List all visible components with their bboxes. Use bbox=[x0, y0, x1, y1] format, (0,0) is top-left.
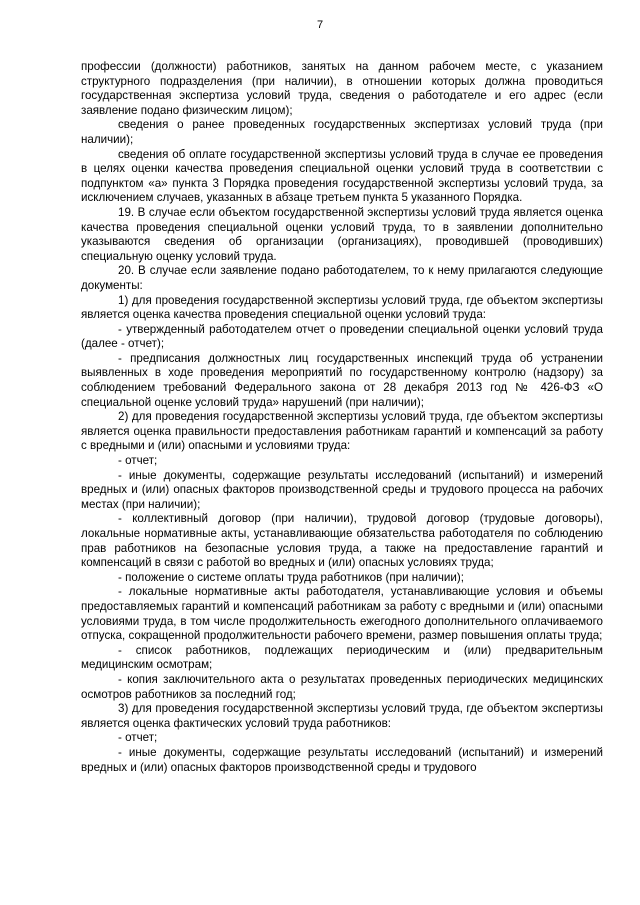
paragraph: 19. В случае если объектом государственной экспертизы условий труда является оценка качества проведения специальной оценки условий труда, то в заявлении дополнительно указываются сведения об организации (организациях), проводившей (проводивших) специальную оценку условий труда. bbox=[81, 205, 603, 263]
paragraph: 1) для проведения государственной экспертизы условий труда, где объектом экспертизы является оценка качества проведения специальной оценки условий труда: bbox=[81, 293, 603, 322]
list-item: - коллективный договор (при наличии), трудовой договор (трудовые договоры), локальные нормативные акты, устанавливающие обязательства работодателя по соблюдению прав работников на безопасные условия труда, а также на предоставление гарантий и компенсаций в связи с работой во вредных и (или) опасных условиях труда; bbox=[81, 512, 603, 570]
list-item: - отчет; bbox=[118, 454, 158, 468]
document-body bbox=[81, 60, 603, 775]
list-item: - положение о системе оплаты труда работников (при наличии); bbox=[118, 570, 464, 584]
list-item: - иные документы, содержащие результаты исследований (испытаний) и измерений вредных и (или) опасных факторов производственной среды и трудового процесса на рабочих местах (при наличии); bbox=[81, 468, 603, 511]
paragraph: профессии (должности) работников, занятых на данном рабочем месте, с указанием структурного подразделения (при наличии), в отношении которых должна проводиться государственная экспертиза условий труда, сведения о работодателе и его адрес (если заявление подано физическим лицом); bbox=[81, 60, 603, 117]
paragraph: 2) для проведения государственной экспертизы условий труда, где объектом экспертизы является оценка правильности предоставления работникам гарантий и компенсаций за работу с вредными и (или) опасными и условиями труда: bbox=[81, 410, 603, 453]
paragraph: сведения о ранее проведенных государственных экспертизах условий труда (при наличии); bbox=[81, 118, 603, 146]
list-item: - отчет; bbox=[118, 731, 158, 745]
list-item: - копия заключительного акта о результатах проведенных периодических медицинских осмотров работников за последний год; bbox=[81, 672, 603, 701]
list-item: - иные документы, содержащие результаты исследований (испытаний) и измерений вредных и (или) опасных факторов производственной среды и трудового bbox=[81, 745, 603, 774]
list-item: - утвержденный работодателем отчет о проведении специальной оценки условий труда (далее - отчет); bbox=[81, 322, 603, 351]
paragraph: 20. В случае если заявление подано работодателем, то к нему прилагаются следующие документы: bbox=[81, 264, 603, 292]
paragraph: сведения об оплате государственной экспертизы условий труда в случае ее проведения в целях оценки качества проведения специальной оценки условий труда в соответствии с подпунктом «а» пункта 3 Порядка проведения государственной экспертизы условий труда, за исключением случаев, указанных в абзаце третьем пункта 5 указанного Порядка. bbox=[81, 147, 603, 205]
page-number: 7 bbox=[316, 19, 324, 31]
list-item: - локальные нормативные акты работодателя, устанавливающие условия и объемы предоставляемых гарантий и компенсаций работникам за работу с вредными и (или) опасными условиями труда, в том числе продолжительность ежегодного дополнительного оплачиваемого отпуска, сокращенной продолжительности рабочего времени, размер повышения оплаты труда; bbox=[81, 585, 603, 643]
paragraph: 3) для проведения государственной экспертизы условий труда, где объектом экспертизы является оценка фактических условий труда работников: bbox=[81, 702, 603, 730]
list-item: - список работников, подлежащих периодическим и (или) предварительным медицинским осмотрам; bbox=[81, 643, 603, 672]
list-item: - предписания должностных лиц государственных инспекций труда об устранении выявленных в ходе проведения мероприятий по государственному контролю (надзору) за соблюдением требований Федерального закона от 28 декабря 2013 год № 426-ФЗ «О специальной оценке условий труда» нарушений (при наличии); bbox=[81, 351, 603, 409]
